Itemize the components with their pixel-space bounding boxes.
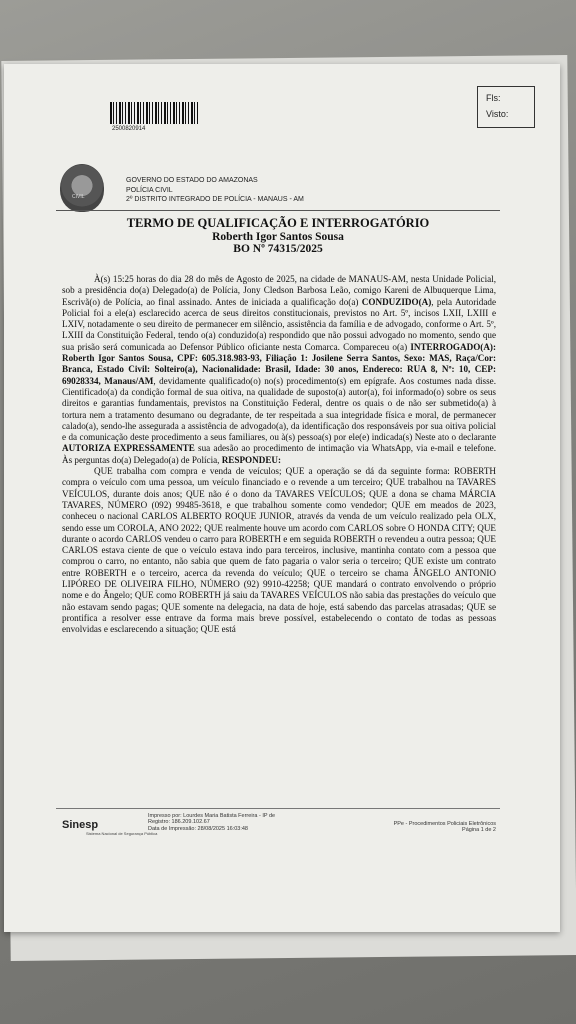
print-info	[148, 813, 275, 832]
system-info	[394, 821, 496, 834]
bold-text-run: CONDUZIDO(A)	[361, 296, 432, 307]
sinesp-logo: Sinesp	[62, 819, 99, 831]
text-run: À(s) 15:25 horas do dia 28 do mês de Agosto de 2025, na cidade de MANAUS-AM, nesta Unidade Policial, sob a presidência do(a) Delegado(a) de Polícia, Jony Cledson Barbosa Leão, comigo Kareni de Albuquerque Lima, Escrivã(o) de Polícia, ao final assinado. Antes de iniciada a qualificação do(a)	[62, 274, 496, 307]
document-page	[4, 64, 560, 932]
text-run: , pela Autoridade Policial foi a ele(a) esclarecido acerca de seus direitos constitucionais, previstos no Art. 5º, incisos LXII, LXIII e LXIV, notadamente o seu direito de permanecer em silêncio, assistência da família e de advogado, conforme o Art. 5º, LXIII da Constituição Federal, tendo o(a) conduzido(a) respondido que não possui advogado no momento, sendo que sua prisão será comunicada ao Defensor Público oficiante nesta Comarca. Compareceu o(a)	[62, 296, 496, 352]
document-title-block	[56, 216, 500, 255]
header-line-government: GOVERNO DO ESTADO DO AMAZONAS	[126, 177, 258, 184]
bold-text-run: AUTORIZA EXPRESSAMENTE	[62, 443, 195, 454]
barcode	[110, 102, 198, 124]
seal-text: CIVIL	[72, 194, 85, 200]
institution-header	[126, 176, 304, 205]
police-seal-logo	[60, 164, 104, 212]
bold-text-run: RESPONDEU:	[221, 454, 282, 465]
page-footer	[56, 808, 500, 853]
text-run: sua adesão ao procedimento de intimação via WhatsApp, via e-mail e telefone. Às perguntas do(a) Delegado(a) de Polícia,	[62, 443, 497, 465]
header-line-police: POLÍCIA CIVIL	[126, 186, 173, 194]
print-date: Data de Impressão: 28/08/2025 16:03:48	[148, 825, 248, 832]
visto-label: Visto:	[486, 109, 509, 119]
document-title: TERMO DE QUALIFICAÇÃO E INTERROGATÓRIO	[126, 216, 430, 230]
document-body	[62, 274, 496, 636]
printed-by: Impresso por: Lourdes Maria Batista Ferreira - IP de	[148, 813, 276, 819]
header-line-district: 2º DISTRITO INTEGRADO DE POLÍCIA - MANAUS - AM	[126, 196, 304, 203]
text-run: , devidamente qualificado(o) no(s) procedimento(s) em epígrafe. Aos costumes nada disse. Cientificado(a) da condição formal de sua oitiva, na qualidade de suposto(a) autor(a), foi informado(o) sobre os seus direitos e garantias fundamentais, previstos na Constituição Federal, dentre os quais o de não ser submetido(a) à tortura nem a tratamento desumano ou degradante, de ter respeitada a sua integridade física e moral, de permanecer calado(a), sendo-lhe assegurada a assistência de advogado(a), da identificação dos responsáveis por sua oitiva policial e da comunicação deste procedimento a seus familiares, ou à(s) pessoa(s) por ele(e) indicada(s) Neste ato o declarante	[62, 375, 496, 443]
sinesp-subtitle: Sistema Nacional de Segurança Pública	[86, 831, 158, 836]
registry-ip: Registro: 186.209.102.67	[148, 819, 210, 826]
header-divider	[56, 210, 500, 211]
qualification-paragraph	[62, 274, 496, 466]
bo-number: BO Nº 74315/2025	[233, 243, 323, 255]
interrogated-details: INTERROGADO(A): Roberth Igor Santos Sousa, CPF: 605.318.983-93, Filiação 1: Josilene Serra Santos, Sexo: MAS, Raça/Cor: Branca, Estado Civil: Solteiro(a), Nacionalidade: Brasil, Idade: 30 anos, Endereco: RUA 8, Nº: 10, CEP: 69028334, Manaus/AM	[62, 341, 496, 386]
suspect-name: Roberth Igor Santos Sousa	[212, 231, 344, 243]
system-name: PPe - Procedimentos Policiais Eletrônicos	[393, 821, 496, 827]
barcode-number: 2500820914	[112, 126, 146, 132]
visto-box	[477, 86, 535, 128]
statement-paragraph: QUE trabalha com compra e venda de veículos; QUE a operação se dá da seguinte forma: ROBERTH compra o veículo com uma pessoa, um veículo financiado e o revende a um terceiro; QUE trabalhou na TAVARES VEÍCULOS, durante dois anos; QUE não é o dono da TAVARES VEÍCULOS; QUE a dona se chama MÁRCIA TAVARES, NÚMERO (092) 99485-3618, e que trabalhou somente como vendedor; QUE em meados de 2023, conheceu o nacional CARLOS ALBERTO ROQUE JUNIOR, através da venda de um veículo realizado pela OLX, sendo esse um COROLA, ANO 2022; QUE realmente houve um acordo com CARLOS sobre O HONDA CITY; QUE durante o acordo CARLOS vendeu o carro para ROBERTH e em seguida ROBERTH o revendeu a outra pessoa; QUE CARLOS estava ciente de que o veículo estava indo para terceiros, inclusive, mantinha contato com a pessoa que comprou o carro, no entanto, não sabia que quem de fato pagaria o valor seria o terceiro; QUE existe um contrato entre ROBERTH e o terceiro, acerca da revenda do veículo; QUE o terceiro se chama ÂNGELO ANTONIO LIPÓREO DE OLIVEIRA FILHO, NÚMERO (92) 9910-42258; QUE mandará o contrato envolvendo o próprio nome e do Ângelo; QUE como ROBERTH já saiu da TAVARES VEÍCULOS não sabia das prestações do veículo que não estavam sendo pagas; QUE somente na delegacia, na data de hoje, está sabendo das parcelas atrasadas; QUE se prontifica a resolver esse entrave da forma mais breve possível, estabelecendo o contato de todas as pessoas envolvidas e esclarecendo a situação; QUE está	[62, 466, 496, 635]
page-number: Página 1 de 2	[462, 827, 496, 834]
fls-label: Fls:	[486, 93, 501, 103]
